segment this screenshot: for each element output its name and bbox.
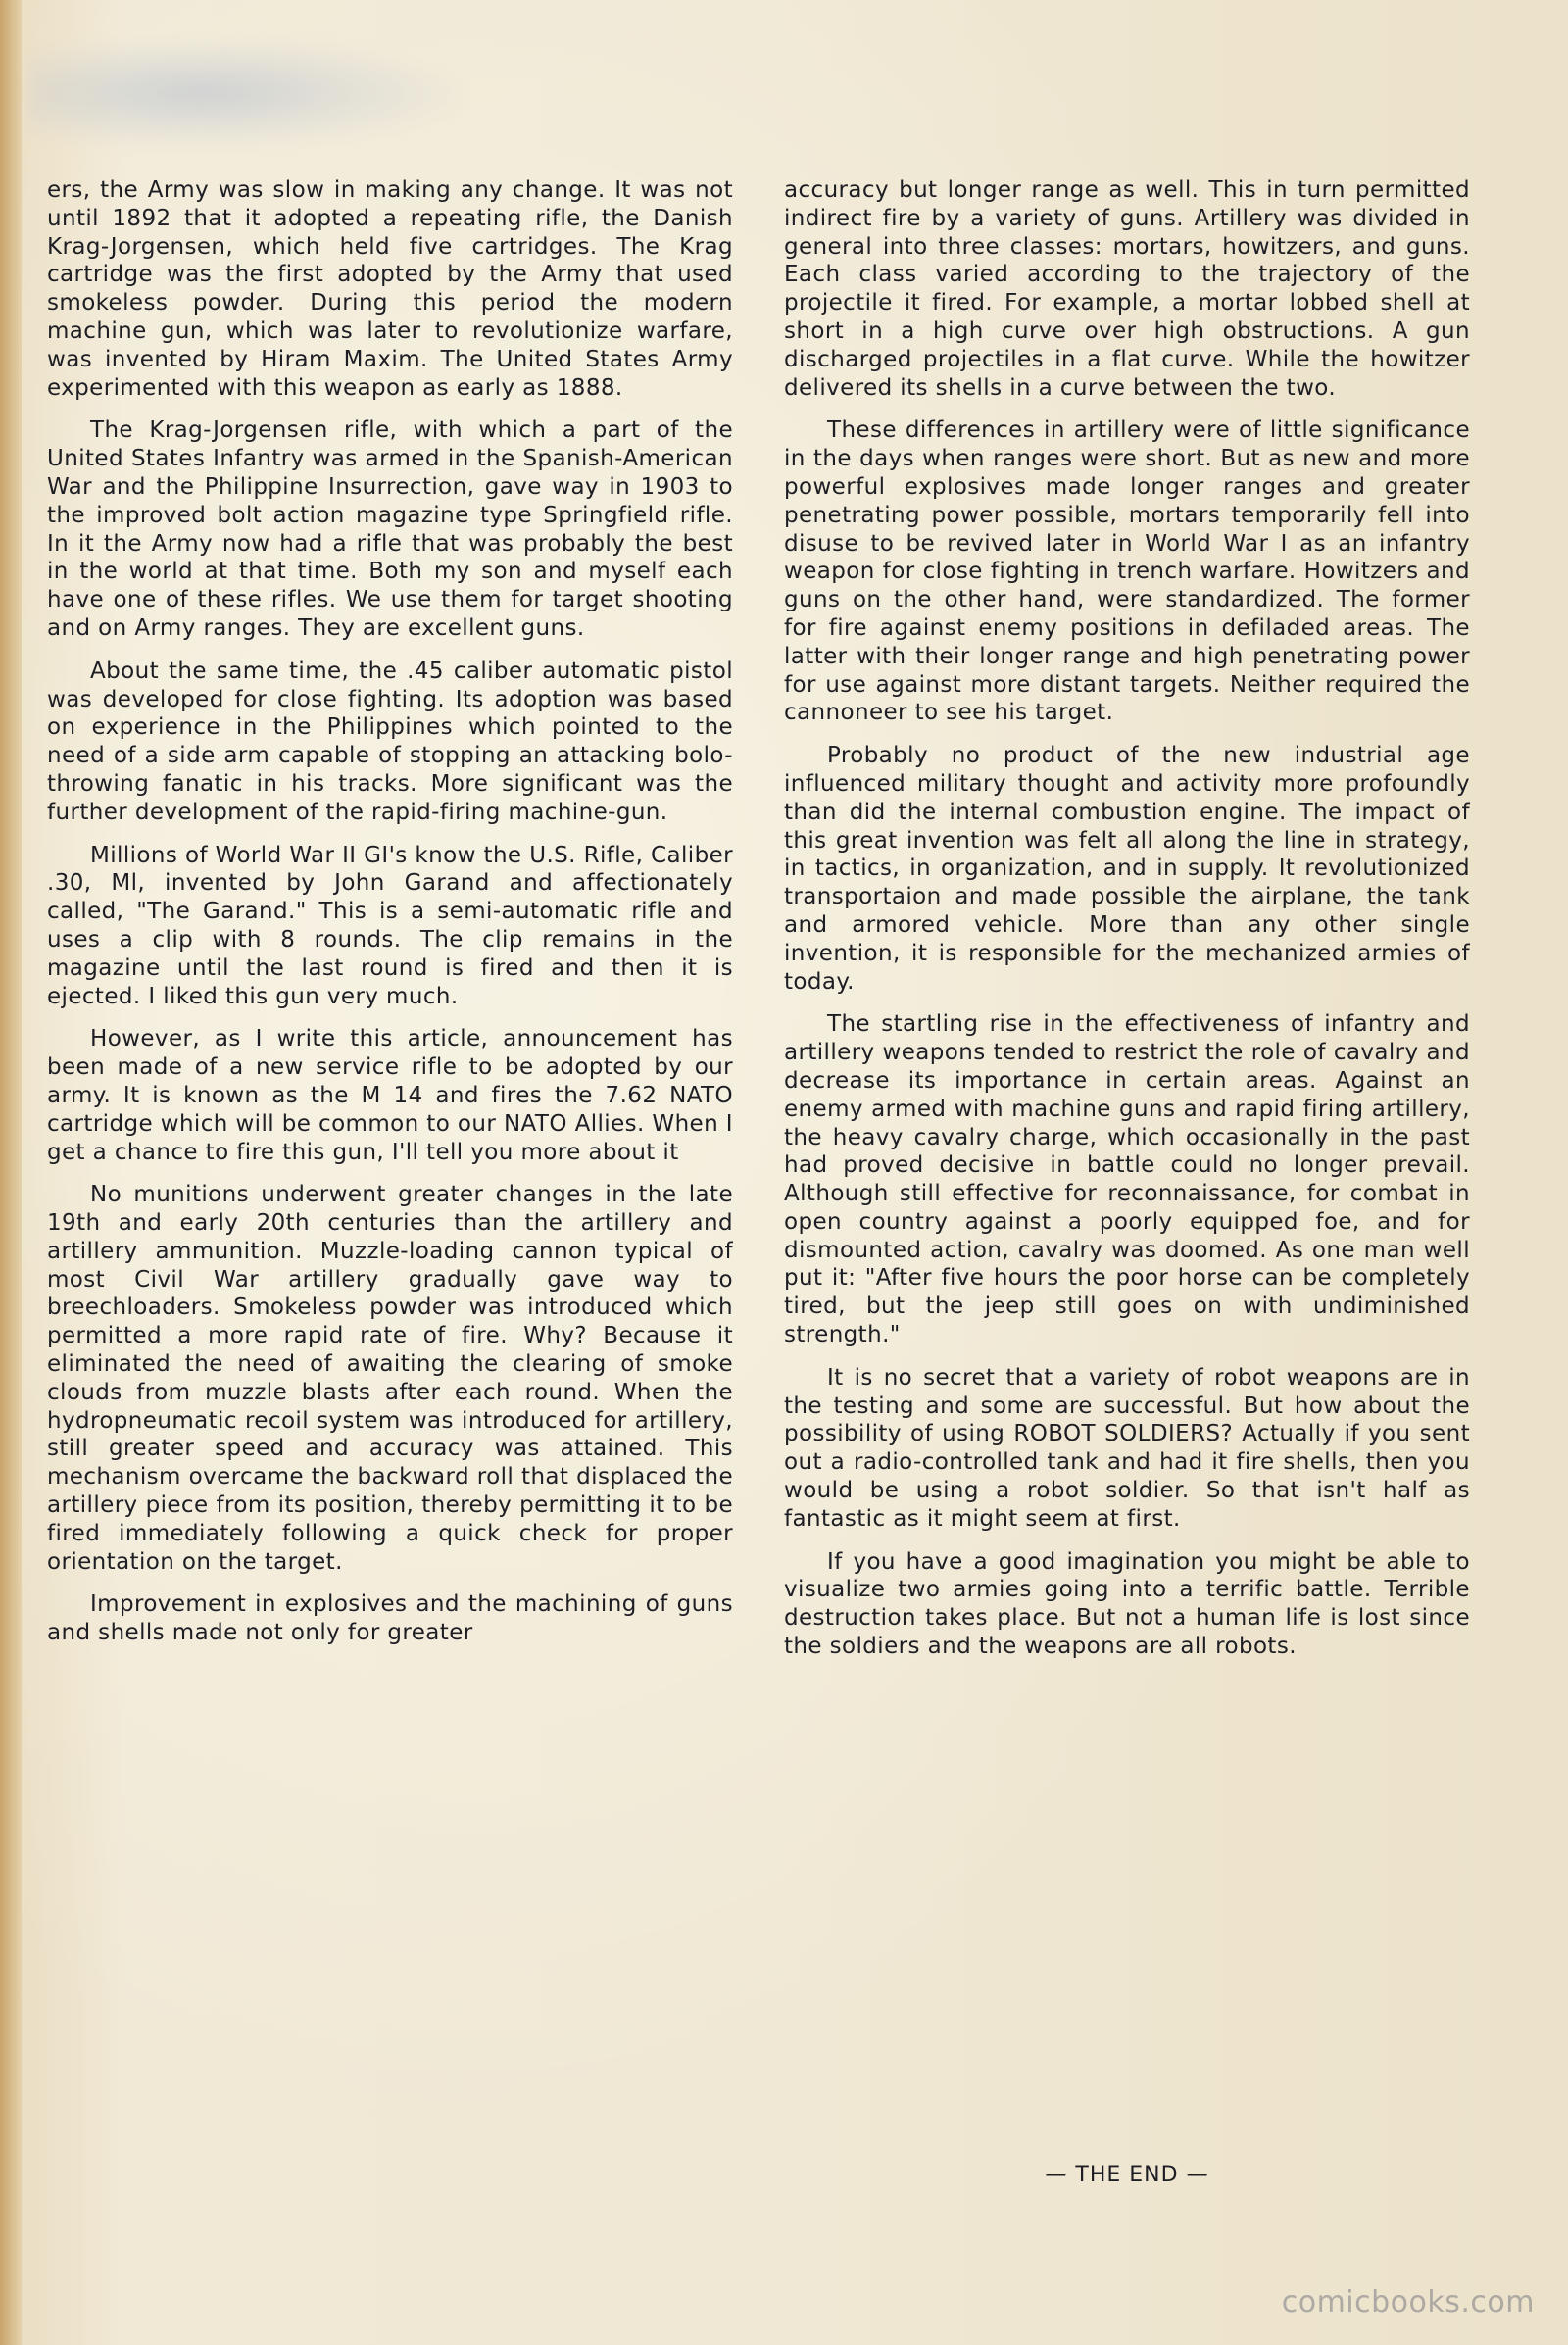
paragraph: No munitions underwent greater changes in the late 19th and early 20th centuries than the artillery and artillery ammunition. Muzzle-loading cannon typical of most Civil War artillery gradually gave way to breechloaders. Smokeless powder was introduced which permitted a more rapid rate of fire. Why? Because it eliminated the need of awaiting the clearing of smoke clouds from muzzle blasts after each round. When the hydropneumatic recoil system was introduced for artillery, still greater speed and accuracy was attained. This mechanism overcame the backward roll that displaced the artillery piece from its position, thereby permitting it to be fired immediately following a quick check for proper orientation on the target. xyxy=(47,1182,733,1575)
paragraph: Improvement in explosives and the machining of guns and shells made not only for greater xyxy=(47,1591,733,1646)
paragraph: If you have a good imagination you might be able to visualize two armies going into a terrific battle. Terrible destruction takes place. But not a human life is lost since the soldiers and the weapons are all robots. xyxy=(784,1548,1470,1660)
left-text-column xyxy=(47,176,733,1662)
paragraph: It is no secret that a variety of robot weapons are in the testing and some are successful. But how about the possibility of using ROBOT SOLDIERS? Actually if you sent out a radio-controlled tank and had it fire shells, then you would be using a robot soldier. So that isn't half as fantastic as it might seem at first. xyxy=(784,1364,1470,1532)
paragraph: The Krag-Jorgensen rifle, with which a part of the United States Infantry was armed in the Spanish-American War and the Philippine Insurrection, gave way in 1903 to the improved bolt action magazine type Springfield rifle. In it the Army now had a rifle that was probably the best in the world at that time. Both my son and myself each have one of these rifles. We use them for target shooting and on Army ranges. They are excellent guns. xyxy=(47,417,733,641)
the-end-marker: — THE END — xyxy=(1045,2163,1209,2187)
paragraph: Millions of World War II GI's know the U.S. Rifle, Caliber .30, Ml, invented by John Garand and affectionately called, "The Garand." This is a semi-automatic rifle and uses a clip with 8 rounds. The clip remains in the magazine until the last round is fired and then it is ejected. I liked this gun very much. xyxy=(47,842,733,1009)
page-smudge xyxy=(29,39,461,147)
paragraph: About the same time, the .45 caliber automatic pistol was developed for close fighting. Its adoption was based on experience in the Philippines which pointed to the need of a side arm capable of stopping an attacking bolo-throwing fanatic in his tracks. More significant was the further development of the rapid-firing machine-gun. xyxy=(47,658,733,825)
paragraph: The startling rise in the effectiveness of infantry and artillery weapons tended to restrict the role of cavalry and decrease its importance in certain areas. Against an enemy armed with machine guns and rapid firing artillery, the heavy cavalry charge, which occasionally in the past had proved decisive in battle could no longer prevail. Although still effective for reconnaissance, for combat in open country against a poorly equipped foe, and for dismounted action, cavalry was doomed. As one man well put it: "After five hours the poor horse can be completely tired, but the jeep still goes on with undiminished strength." xyxy=(784,1011,1470,1348)
paragraph: accuracy but longer range as well. This in turn permitted indirect fire by a variety of guns. Artillery was divided in general into three classes: mortars, howitzers, and guns. Each class varied according to the trajectory of the projectile it fired. For example, a mortar lobbed shell at short in a high curve over high obstructions. A gun discharged projectiles in a flat curve. While the howitzer delivered its shells in a curve between the two. xyxy=(784,177,1470,401)
page-binding-edge xyxy=(0,0,22,2345)
paragraph: However, as I write this article, announcement has been made of a new service rifle to be adopted by our army. It is known as the M 14 and fires the 7.62 NATO cartridge which will be common to our NATO Allies. When I get a chance to fire this gun, I'll tell you more about it xyxy=(47,1026,733,1165)
paragraph: Probably no product of the new industrial age influenced military thought and activity more profoundly than did the internal combustion engine. The impact of this great invention was felt all along the line in strategy, in tactics, in organization, and in supply. It revolutionized transportaion and made possible the airplane, the tank and armored vehicle. More than any other single invention, it is responsible for the mechanized armies of today. xyxy=(784,743,1470,995)
site-watermark: comicbooks.com xyxy=(1281,2285,1535,2320)
right-text-column xyxy=(784,176,1470,1676)
paragraph: ers, the Army was slow in making any change. It was not until 1892 that it adopted a repeating rifle, the Danish Krag-Jorgensen, which held five cartridges. The Krag cartridge was the first adopted by the Army that used smokeless powder. During this period the modern machine gun, which was later to revolutionize warfare, was invented by Hiram Maxim. The United States Army experimented with this weapon as early as 1888. xyxy=(47,177,733,401)
paragraph: These differences in artillery were of little significance in the days when ranges were short. But as new and more powerful explosives made longer ranges and greater penetrating power possible, mortars temporarily fell into disuse to be revived later in World War I as an infantry weapon for close fighting in trench warfare. Howitzers and guns on the other hand, were standardized. The former for fire against enemy positions in defiladed areas. The latter with their longer range and high penetrating power for use against more distant targets. Neither required the cannoneer to see his target. xyxy=(784,417,1470,726)
